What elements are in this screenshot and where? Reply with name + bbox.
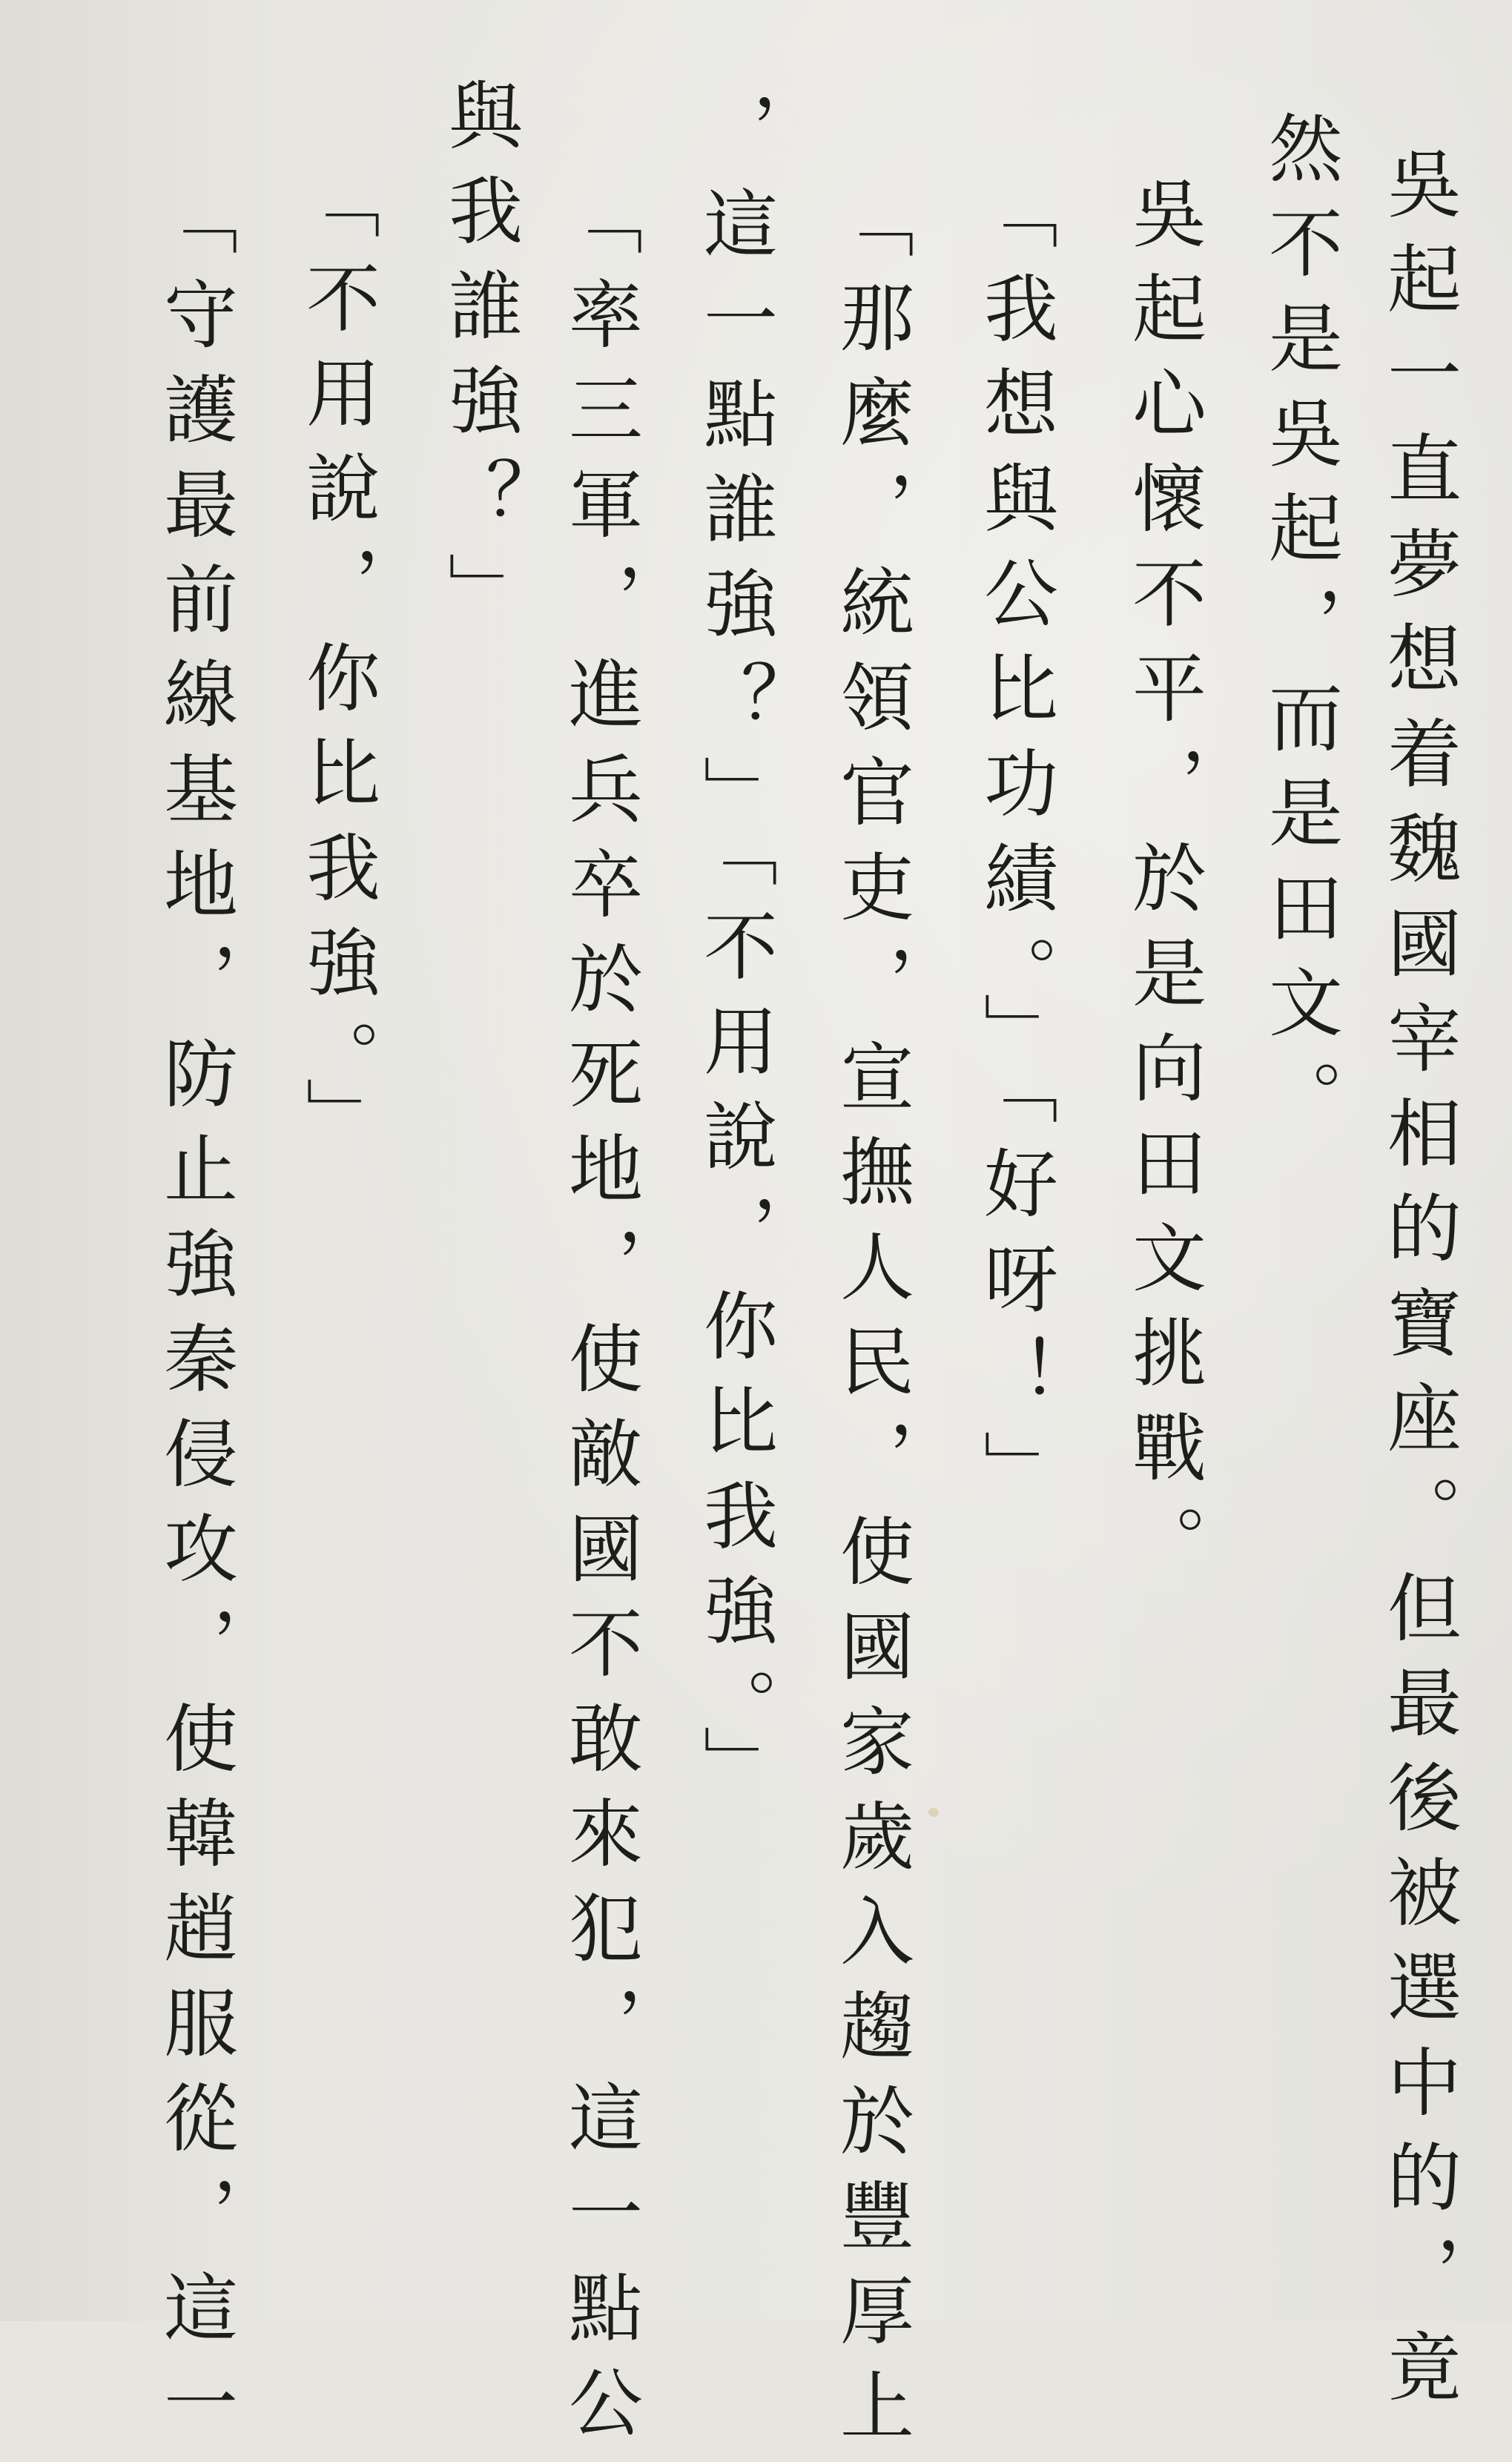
text-column-5: 「那麼，統領官吏，宣撫人民，使國家歲入趨於豐厚上: [828, 184, 914, 2462]
text-column-9: 「不用說，你比我強。」: [294, 165, 380, 1172]
text-column-6: ，這一點誰強？」「不用說，你比我強。」: [691, 90, 778, 1820]
paper-stain: [928, 1808, 939, 1817]
text-column-7: 「率三軍，進兵卒於死地，使敵國不敢來犯，這一點公: [556, 181, 643, 2459]
text-column-2: 然不是吳起，而是田文。: [1256, 110, 1343, 1154]
text-column-4: 「我想與公比功績。」「好呀！」: [971, 175, 1058, 1525]
text-column-8: 與我誰強？」: [436, 77, 523, 647]
text-column-10: 「守護最前線基地，防止強秦侵攻，使韓趙服從，這一: [151, 181, 238, 2459]
text-column-1: 吳起一直夢想着魏國宰相的寶座。但最後被選中的，竟: [1375, 145, 1462, 2423]
text-column-3: 吳起心懷不平，於是向田文挑戰。: [1120, 175, 1206, 1599]
